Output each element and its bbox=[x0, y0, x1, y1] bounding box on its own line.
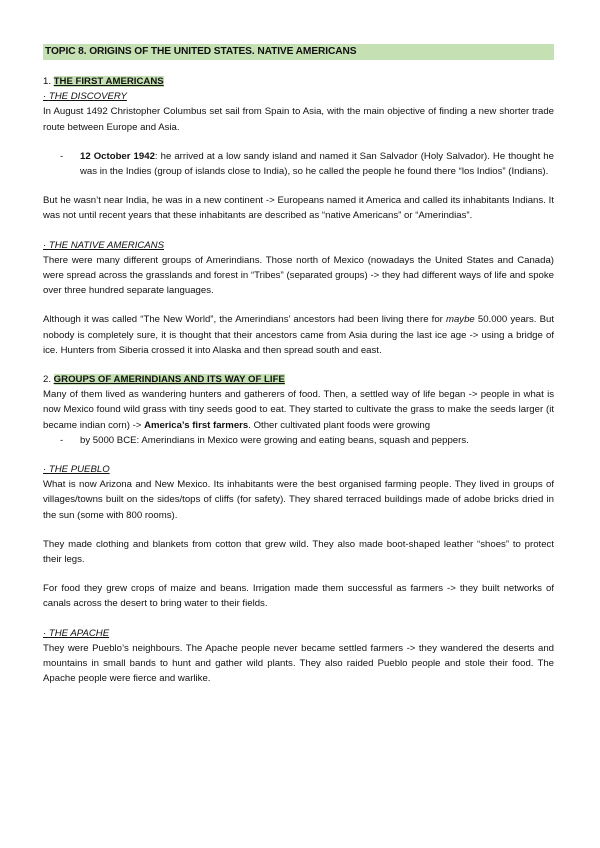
bullet-date: 12 October 1942 bbox=[80, 150, 155, 162]
section-1-title: THE FIRST AMERICANS bbox=[53, 76, 164, 87]
paragraph-food: For food they grew crops of maize and beans. Irrigation made them successful as farmers -> they built networks of canals across the desert to bring water to their fields. bbox=[43, 583, 554, 610]
section-1-heading bbox=[43, 74, 554, 89]
paragraph-not-india: But he wasn’t near India, he was in a new continent -> Europeans named it America and called its inhabitants Indians. It was not until recent years that these inhabitants are described as “native Americans” or “Amerindias”. bbox=[43, 195, 554, 222]
section-2-number: 2. bbox=[43, 374, 54, 386]
subheading-apache-text: THE APACHE bbox=[48, 627, 110, 639]
subheading-bullet: · bbox=[43, 239, 49, 251]
subheading-native-americans bbox=[43, 238, 554, 253]
section-2-heading bbox=[43, 372, 554, 387]
subheading-pueblo bbox=[43, 462, 554, 477]
farmers-text-c: . Other cultivated plant foods were growing bbox=[248, 419, 431, 431]
farmers-bold: America’s first farmers bbox=[144, 419, 249, 431]
bullet-october bbox=[43, 149, 554, 179]
section-2-title: GROUPS OF AMERINDIANS AND ITS WAY OF LIFE bbox=[53, 374, 285, 386]
paragraph-apache: They were Pueblo’s neighbours. The Apache people never became settled farmers -> they wandered the deserts and mountains in small bands to hunt and gather wild plants. They also raided Pueblo people and stole their food. The Apache people were fierce and warlike. bbox=[43, 642, 554, 685]
paragraph-new-world bbox=[43, 312, 554, 358]
bullet-5000-text: by 5000 BCE: Amerindians in Mexico were growing and eating beans, squash and peppers. bbox=[80, 434, 469, 446]
subheading-bullet: · bbox=[43, 91, 49, 103]
paragraph-groups: There were many different groups of Amerindians. Those north of Mexico (nowadays the United States and Canada) were spread across the grasslands and forest in “Tribes” (separated groups) -> they had different ways of life and spoke over three hundred separate languages. bbox=[43, 254, 554, 297]
document-page bbox=[43, 44, 554, 687]
subheading-bullet: · bbox=[43, 464, 49, 476]
section-1-number: 1. bbox=[43, 76, 54, 87]
paragraph-discovery: In August 1492 Christopher Columbus set sail from Spain to Asia, with the main objective of finding a new shorter trade route between Europe and Asia. bbox=[43, 106, 554, 133]
paragraph-pueblo: What is now Arizona and New Mexico. Its inhabitants were the best organised farming people. They lived in groups of villages/towns built on the sides/tops of cliffs (for safety). They shared terraced buildings made of adobe bricks dried in the sun (some with 800 rooms). bbox=[43, 479, 554, 521]
bullet-october-text: : he arrived at a low sandy island and named it San Salvador (Holy Salvador). He thought he was in the Indies (group of islands close to India), so he called the people he found there “los Indios” (Indians). bbox=[80, 150, 554, 178]
subheading-discovery-text: THE DISCOVERY bbox=[48, 91, 127, 103]
new-world-text-a: Although it was called “The New World”, the Amerindians’ ancestors had been living there for bbox=[43, 314, 446, 326]
new-world-text-b: 50.000 years. But nobody is completely sure, it is thought that their ancestors came from Asia during the last ice age -> using a bridge of ice. Hunters from Siberia crossed it into Alaska and then spread south and east. bbox=[43, 314, 554, 356]
subheading-bullet: · bbox=[43, 627, 49, 639]
subheading-pueblo-text: THE PUEBLO bbox=[48, 464, 110, 476]
subheading-native-americans-text: THE NATIVE AMERICANS bbox=[48, 239, 165, 251]
new-world-italic: maybe bbox=[445, 314, 475, 326]
subheading-discovery bbox=[43, 89, 554, 104]
bullet-5000-bce bbox=[43, 433, 554, 448]
topic-title: TOPIC 8. ORIGINS OF THE UNITED STATES. NATIVE AMERICANS bbox=[43, 44, 554, 60]
bullet-dash: - bbox=[60, 150, 64, 162]
farmers-text-a: Many of them lived as wandering hunters and gatherers of food. Then, a settled way of life began -> people in what is now Mexico found wild grass with tiny seeds good to eat. They started to cultivate the grass to make the seeds larger (it became indian corn) -> bbox=[43, 389, 554, 431]
bullet-dash: - bbox=[60, 434, 64, 446]
paragraph-clothing: They made clothing and blankets from cotton that grew wild. They also made boot-shaped leather “shoes” to protect their legs. bbox=[43, 538, 554, 566]
subheading-apache bbox=[43, 626, 554, 641]
paragraph-farmers bbox=[43, 387, 554, 433]
